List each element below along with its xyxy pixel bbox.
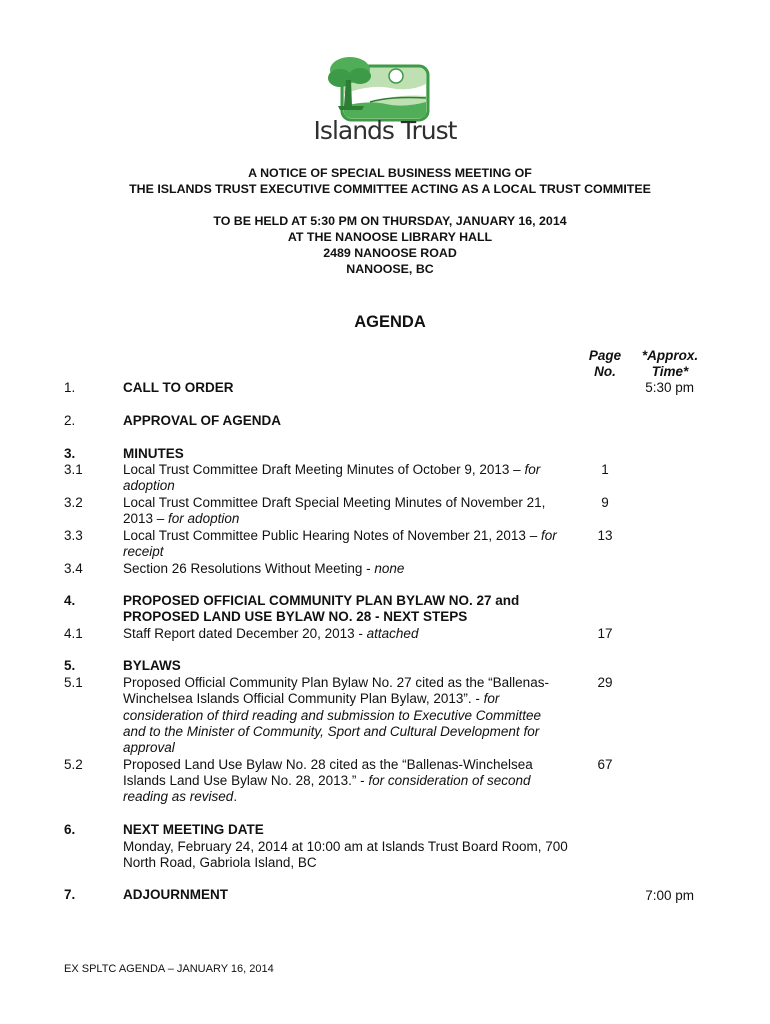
- meeting-city: NANOOSE, BC: [346, 262, 434, 276]
- subitem-text: 2013 – for adoption: [123, 511, 240, 526]
- subitem-text: and to the Minister of Community, Sport and Cultural Development for: [123, 724, 540, 739]
- subitem-text: Local Trust Committee Public Hearing Notes of November 21, 2013 – for: [123, 528, 557, 543]
- notice-line-2: THE ISLANDS TRUST EXECUTIVE COMMITTEE ACTING AS A LOCAL TRUST COMMITEE: [129, 182, 651, 196]
- subitem-text: Local Trust Committee Draft Special Meeting Minutes of November 21,: [123, 495, 546, 510]
- page-number: 17: [597, 626, 613, 641]
- subitem-text: Proposed Official Community Plan Bylaw No. 27 cited as the “Ballenas-: [123, 675, 549, 690]
- subitem-number: 3.1: [64, 462, 83, 477]
- subitem-text: approval: [123, 740, 175, 755]
- item-time: 5:30 pm: [645, 380, 694, 395]
- page-number: 9: [601, 495, 609, 510]
- item-number: 2.: [64, 413, 76, 428]
- subitem-text: Section 26 Resolutions Without Meeting - none: [123, 561, 405, 576]
- page-number-column-header: Page No.: [588, 348, 622, 379]
- next-meeting-details: Monday, February 24, 2014 at 10:00 am at Islands Trust Board Room, 700: [123, 839, 568, 854]
- item-title-bylaws: BYLAWS: [123, 658, 181, 673]
- page-footer: EX SPLTC AGENDA – JANUARY 16, 2014: [64, 963, 274, 975]
- item-time: 7:00 pm: [645, 888, 694, 903]
- notice-line-1: A NOTICE OF SPECIAL BUSINESS MEETING OF: [248, 166, 532, 180]
- logo-wordmark: Islands Trust: [313, 116, 457, 145]
- item-title-approval-of-agenda: APPROVAL OF AGENDA: [123, 413, 282, 428]
- item-number: 7.: [64, 887, 76, 902]
- islands-trust-tree-icon: [320, 54, 432, 124]
- item-title-adjournment: ADJOURNMENT: [123, 887, 229, 902]
- item-number: 4.: [64, 593, 76, 608]
- subitem-text: reading as revised.: [123, 789, 238, 804]
- meeting-details: [60, 213, 720, 277]
- subitem-text: Winchelsea Islands Official Community Plan Bylaw, 2013”. - for: [123, 691, 500, 706]
- subitem-text: consideration of third reading and submission to Executive Committee: [123, 708, 541, 723]
- item-title-ocp-bylaw: PROPOSED OFFICIAL COMMUNITY PLAN BYLAW NO. 27 and: [123, 593, 520, 608]
- meeting-datetime: TO BE HELD AT 5:30 PM ON THURSDAY, JANUARY 16, 2014: [213, 214, 567, 228]
- item-number: 5.: [64, 658, 76, 673]
- subitem-text: adoption: [123, 478, 175, 493]
- item-title-call-to-order: CALL TO ORDER: [123, 380, 234, 395]
- approx-time-column-header: *Approx. Time*: [641, 348, 699, 379]
- meeting-venue: AT THE NANOOSE LIBRARY HALL: [287, 230, 493, 244]
- item-number: 3.: [64, 446, 76, 461]
- subitem-text: Proposed Land Use Bylaw No. 28 cited as the “Ballenas-Winchelsea: [123, 757, 533, 772]
- subitem-text: Staff Report dated December 20, 2013 - attached: [123, 626, 419, 641]
- meeting-address: 2489 NANOOSE ROAD: [323, 246, 457, 260]
- subitem-number: 3.2: [64, 495, 83, 510]
- subitem-number: 5.2: [64, 757, 83, 772]
- subitem-number: 5.1: [64, 675, 83, 690]
- item-title-minutes: MINUTES: [123, 446, 184, 461]
- islands-trust-logo: [300, 50, 470, 155]
- page-number: 13: [597, 528, 613, 543]
- item-number: 1.: [64, 380, 76, 395]
- subitem-number: 3.4: [64, 561, 83, 576]
- item-number: 6.: [64, 822, 76, 837]
- next-meeting-location: North Road, Gabriola Island, BC: [123, 855, 317, 870]
- subitem-number: 3.3: [64, 528, 83, 543]
- agenda-title: AGENDA: [354, 313, 426, 331]
- page-number: 1: [601, 462, 609, 477]
- page-number: 29: [597, 675, 613, 690]
- subitem-text: receipt: [123, 544, 164, 559]
- subitem-text: Islands Land Use Bylaw No. 28, 2013.” - for consideration of second: [123, 773, 531, 788]
- item-title-land-use-bylaw: PROPOSED LAND USE BYLAW NO. 28 - NEXT STEPS: [123, 609, 468, 624]
- page-number: 67: [597, 757, 613, 772]
- subitem-text: Local Trust Committee Draft Meeting Minutes of October 9, 2013 – for: [123, 462, 541, 477]
- notice-heading: [60, 165, 720, 197]
- subitem-number: 4.1: [64, 626, 83, 641]
- item-title-next-meeting: NEXT MEETING DATE: [123, 822, 264, 837]
